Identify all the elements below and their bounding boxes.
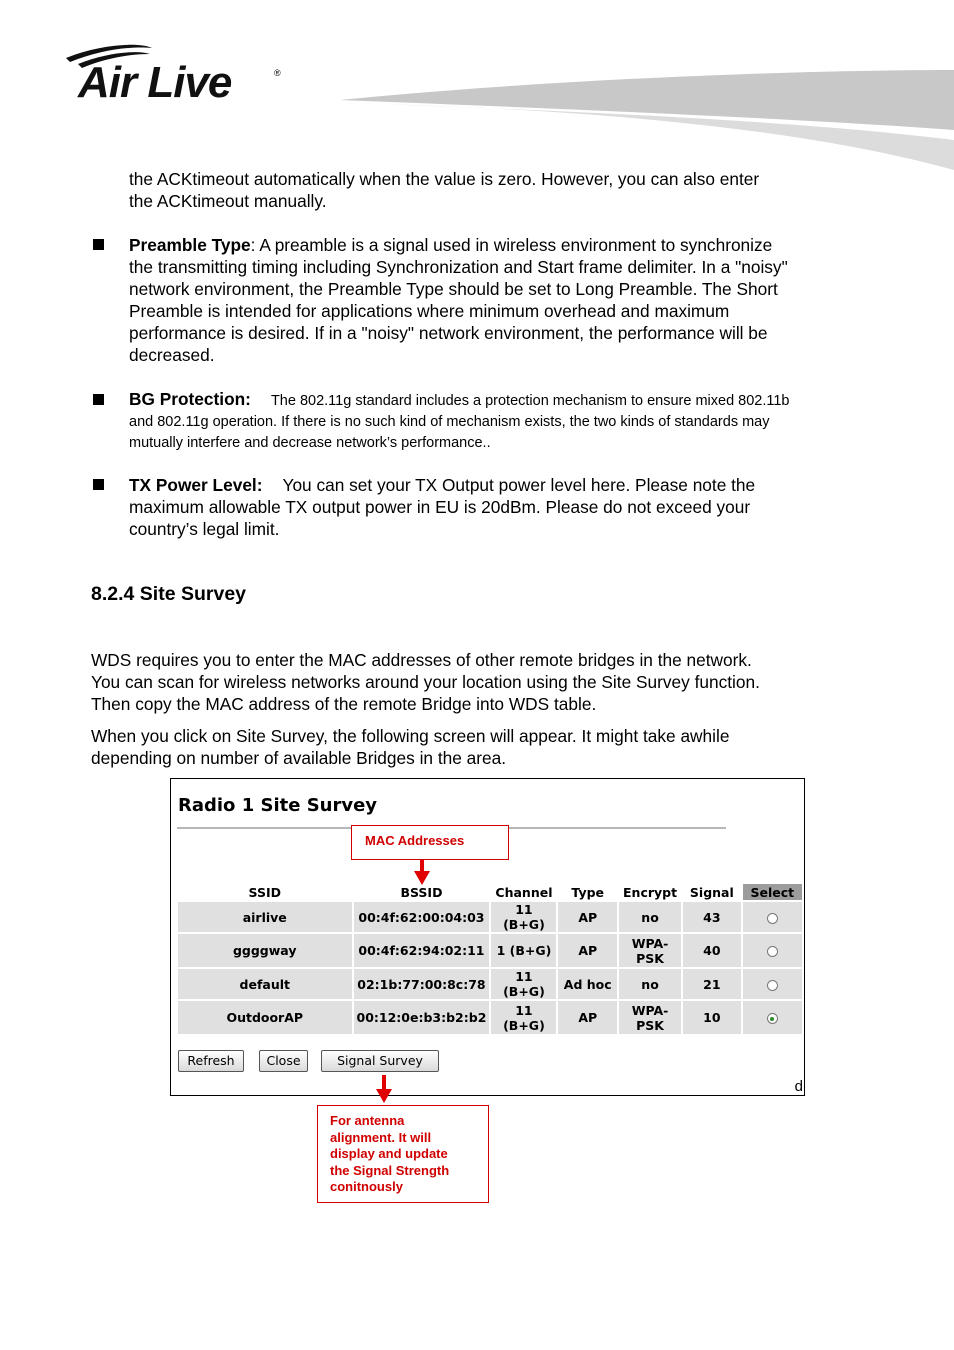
panel-title: Radio 1 Site Survey: [178, 795, 378, 816]
cell-encrypt: no: [619, 902, 681, 932]
signal-survey-button[interactable]: Signal Survey: [321, 1050, 439, 1072]
cell-type: AP: [558, 1001, 617, 1034]
wds-paragraph: [91, 649, 760, 715]
cell-signal: 43: [683, 902, 741, 932]
cell-select: [743, 902, 802, 932]
term-bg-protection: BG Protection:: [129, 389, 251, 409]
col-type: Type: [571, 884, 605, 900]
close-button[interactable]: Close: [259, 1050, 308, 1072]
cell-bssid: 02:1b:77:00:8c:78: [354, 969, 490, 999]
bullet-text: country’s legal limit.: [129, 519, 280, 539]
cell-ssid: OutdoorAP: [178, 1001, 352, 1034]
site-survey-paragraph: [91, 725, 729, 769]
bullet-square-icon: [93, 479, 104, 490]
bullet-text: Preamble is intended for applications where minimum overhead and maximum: [129, 301, 730, 321]
callout-line: alignment. It will: [330, 1129, 432, 1145]
bullet-tx-power-level: [129, 474, 889, 540]
bullet-text: mutually interfere and decrease network’s performance..: [129, 435, 491, 451]
callout-antenna-alignment: [317, 1105, 489, 1203]
cell-select: [743, 934, 802, 967]
col-signal: Signal: [689, 884, 734, 900]
cell-select: [743, 969, 802, 999]
cell-bssid: 00:12:0e:b3:b2:b2: [354, 1001, 490, 1034]
col-bssid: BSSID: [400, 884, 443, 900]
cell-select: [743, 1001, 802, 1034]
cell-channel: 11 (B+G): [491, 902, 556, 932]
callout-line: display and update: [330, 1146, 448, 1161]
paragraph-line: Then copy the MAC address of the remote Bridge into WDS table.: [91, 694, 597, 714]
term-preamble-type: Preamble Type: [129, 235, 251, 255]
bullet-square-icon: [93, 394, 104, 405]
bullet-text: the transmitting timing including Synchronization and Start frame delimiter. In a "noisy": [129, 257, 788, 277]
paragraph-line: When you click on Site Survey, the following screen will appear. It might take awhile: [91, 726, 730, 746]
arrow-down-icon: [376, 1089, 392, 1103]
bullet-text: decreased.: [129, 345, 215, 365]
col-encrypt: Encrypt: [623, 884, 678, 900]
table-row: [178, 934, 802, 967]
cell-ssid: default: [178, 969, 352, 999]
bullet-bg-protection: [129, 388, 889, 454]
refresh-button[interactable]: Refresh: [178, 1050, 244, 1072]
cell-channel: 11 (B+G): [491, 969, 556, 999]
paragraph-line: WDS requires you to enter the MAC addresses of other remote bridges in the network.: [91, 650, 752, 670]
cell-encrypt: WPA- PSK: [619, 1001, 681, 1034]
bullet-text: The 802.11g standard includes a protection mechanism to ensure mixed 802.11b: [270, 393, 790, 409]
cell-signal: 21: [683, 969, 741, 999]
col-select: Select: [743, 884, 802, 900]
bullet-text: : A preamble is a signal used in wireless environment to synchronize: [250, 235, 773, 255]
cell-signal: 10: [683, 1001, 741, 1034]
cell-bssid: 00:4f:62:00:04:03: [354, 902, 490, 932]
cell-channel: 1 (B+G): [491, 934, 556, 967]
registered-mark: ®: [274, 68, 281, 78]
cell-channel: 11 (B+G): [491, 1001, 556, 1034]
section-heading: 8.2.4 Site Survey: [91, 583, 247, 605]
stray-character: d: [794, 1078, 803, 1095]
cell-ssid: ggggway: [178, 934, 352, 967]
intro-line: the ACKtimeout automatically when the value is zero. However, you can also enter: [129, 169, 760, 189]
term-tx-power-level: TX Power Level:: [129, 475, 263, 495]
cell-type: AP: [558, 902, 617, 932]
intro-line: the ACKtimeout manually.: [129, 191, 327, 211]
bullet-text: network environment, the Preamble Type should be set to Long Preamble. The Short: [129, 279, 778, 299]
cell-bssid: 00:4f:62:94:02:11: [354, 934, 490, 967]
callout-line: For antenna: [330, 1113, 405, 1128]
site-survey-table: [176, 882, 804, 1036]
intro-paragraph: [129, 168, 759, 212]
table-header-row: [178, 884, 802, 900]
select-radio-checked[interactable]: [767, 1013, 778, 1024]
table-row: [178, 969, 802, 999]
bullet-text: maximum allowable TX output power in EU is 20dBm. Please do not exceed your: [129, 497, 751, 517]
bullet-preamble-type: [129, 234, 889, 366]
site-survey-screenshot: [170, 778, 805, 1096]
select-radio[interactable]: [767, 980, 778, 991]
select-radio[interactable]: [767, 913, 778, 924]
bullet-text: You can set your TX Output power level here. Please note the: [282, 475, 756, 495]
bullet-text: and 802.11g operation. If there is no such kind of mechanism exists, the two kinds of standards may: [129, 414, 770, 430]
header-swoosh-graphic: [340, 60, 954, 180]
select-radio[interactable]: [767, 946, 778, 957]
cell-ssid: airlive: [178, 902, 352, 932]
paragraph-line: depending on number of available Bridges in the area.: [91, 748, 507, 768]
cell-type: Ad hoc: [558, 969, 617, 999]
col-ssid: SSID: [248, 884, 281, 900]
airlive-logo: Air Live: [78, 58, 232, 107]
col-channel: Channel: [495, 884, 553, 900]
bullet-text: performance is desired. If in a "noisy" network environment, the performance will be: [129, 323, 768, 343]
callout-line: conitnously: [330, 1179, 403, 1194]
cell-encrypt: WPA- PSK: [619, 934, 681, 967]
paragraph-line: You can scan for wireless networks around your location using the Site Survey function.: [91, 672, 760, 692]
callout-line: the Signal Strength: [330, 1162, 450, 1178]
callout-mac-addresses: MAC Addresses: [351, 825, 509, 860]
table-row: [178, 902, 802, 932]
table-row: [178, 1001, 802, 1034]
cell-encrypt: no: [619, 969, 681, 999]
cell-type: AP: [558, 934, 617, 967]
bullet-square-icon: [93, 239, 104, 250]
cell-signal: 40: [683, 934, 741, 967]
